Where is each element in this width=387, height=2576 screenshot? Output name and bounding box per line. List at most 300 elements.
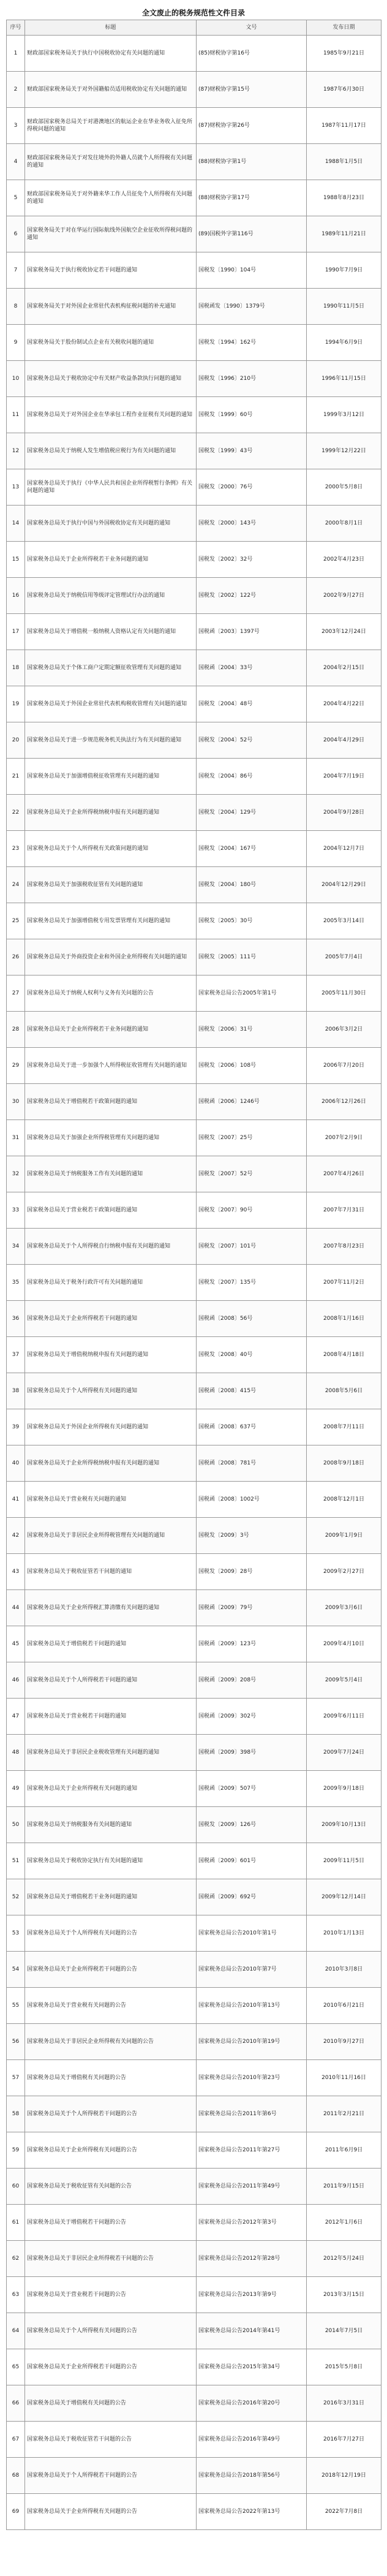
row-number: 28 <box>7 1012 25 1048</box>
table-row <box>7 1915 381 1952</box>
row-number: 29 <box>7 1048 25 1084</box>
row-number: 45 <box>7 1626 25 1662</box>
row-doc-number: 国税发〔1994〕162号 <box>197 325 307 361</box>
row-title: 国家税务总局关于纳税服务有关问题的通知 <box>25 1807 197 1843</box>
row-date: 2009年6月11日 <box>307 1699 381 1735</box>
row-doc-number: (88)财税协字第17号 <box>197 180 307 216</box>
row-doc-number: 国税发〔2008〕40号 <box>197 1337 307 1373</box>
row-date: 2008年12月1日 <box>307 1482 381 1518</box>
table-row <box>7 2096 381 2132</box>
table-row <box>7 144 381 180</box>
row-doc-number: 国税发〔1999〕43号 <box>197 433 307 469</box>
row-title: 国家税务总局关于纳税人发生增值税应税行为有关问题的通知 <box>25 433 197 469</box>
table-row <box>7 289 381 325</box>
table-row <box>7 1699 381 1735</box>
row-title: 国家税务总局关于进一步规范税务机关执法行为有关问题的通知 <box>25 722 197 759</box>
row-date: 2009年2月27日 <box>307 1554 381 1590</box>
row-date: 1987年11月17日 <box>307 108 381 144</box>
row-number: 43 <box>7 1554 25 1590</box>
row-date: 2007年2月9日 <box>307 1120 381 1156</box>
table-row <box>7 1301 381 1337</box>
row-number: 36 <box>7 1301 25 1337</box>
row-number: 47 <box>7 1699 25 1735</box>
row-number: 59 <box>7 2132 25 2169</box>
row-date: 2012年1月6日 <box>307 2205 381 2241</box>
header-title: 标题 <box>25 20 197 36</box>
row-doc-number: 国税发〔2007〕90号 <box>197 1192 307 1229</box>
row-date: 1994年6月9日 <box>307 325 381 361</box>
row-title: 国家税务总局关于执行中国与外国税收协定有关问题的通知 <box>25 506 197 542</box>
table-row <box>7 939 381 975</box>
table-row <box>7 72 381 108</box>
table-row <box>7 2385 381 2422</box>
row-title: 国家税务总局关于企业所得税若干业务问题的通知 <box>25 542 197 578</box>
row-title: 国家税务总局关于营业税有关问题的通知 <box>25 1482 197 1518</box>
row-title: 国家税务总局关于企业所得税纳税申报有关问题的通知 <box>25 795 197 831</box>
row-number: 22 <box>7 795 25 831</box>
row-title: 国家税务总局关于企业所得税有关问题的通知 <box>25 1771 197 1807</box>
row-title: 国家税务总局关于非居民企业所得税管理有关问题的通知 <box>25 1518 197 1554</box>
row-number: 26 <box>7 939 25 975</box>
row-number: 54 <box>7 1952 25 1988</box>
table-row <box>7 108 381 144</box>
row-doc-number: 国税函发〔1990〕1379号 <box>197 289 307 325</box>
row-title: 国家税务总局关于增值税若干问题的公告 <box>25 2205 197 2241</box>
row-doc-number: 国家税务总局公告2013年第9号 <box>197 2277 307 2313</box>
row-number: 16 <box>7 578 25 614</box>
row-number: 30 <box>7 1084 25 1120</box>
row-doc-number: 国税函〔2008〕637号 <box>197 1409 307 1445</box>
row-title: 国家税务总局关于个人所得税有关问题的公告 <box>25 1915 197 1952</box>
row-date: 2004年12月29日 <box>307 867 381 903</box>
row-date: 2007年7月31日 <box>307 1192 381 1229</box>
table-row <box>7 1156 381 1192</box>
row-date: 2016年3月31日 <box>307 2385 381 2422</box>
row-date: 2022年7月8日 <box>307 2494 381 2530</box>
row-title: 国家税务总局关于增值税纳税申报有关问题的通知 <box>25 1337 197 1373</box>
row-date: 2011年9月15日 <box>307 2169 381 2205</box>
table-row <box>7 759 381 795</box>
row-title: 国家税务局关于对外国企业常驻代表机构征税问题的补充通知 <box>25 289 197 325</box>
row-doc-number: 国家税务总局公告2011年第27号 <box>197 2132 307 2169</box>
row-date: 2015年5月8日 <box>307 2349 381 2385</box>
row-doc-number: 国税发〔2009〕3号 <box>197 1518 307 1554</box>
row-date: 2009年11月5日 <box>307 1843 381 1879</box>
table-row <box>7 614 381 650</box>
table-row <box>7 2458 381 2494</box>
row-date: 1985年9月21日 <box>307 36 381 72</box>
row-title: 国家税务总局关于增值税有关问题的公告 <box>25 2385 197 2422</box>
table-row <box>7 1373 381 1409</box>
table-row <box>7 1771 381 1807</box>
row-date: 1989年11月21日 <box>307 216 381 252</box>
row-number: 58 <box>7 2096 25 2132</box>
row-title: 国家税务总局关于个人所得税若干问题的通知 <box>25 1662 197 1699</box>
row-date: 2009年3月6日 <box>307 1590 381 1626</box>
row-doc-number: 国税发〔2009〕126号 <box>197 1807 307 1843</box>
table-row <box>7 397 381 433</box>
row-date: 2010年11月16日 <box>307 2060 381 2096</box>
row-title: 国家税务总局关于加强增值税征收管理有关问题的通知 <box>25 759 197 795</box>
row-date: 2009年7月24日 <box>307 1735 381 1771</box>
row-doc-number: 国家税务总局公告2015年第34号 <box>197 2349 307 2385</box>
row-number: 8 <box>7 289 25 325</box>
row-date: 2008年7月11日 <box>307 1409 381 1445</box>
table-row <box>7 578 381 614</box>
row-number: 25 <box>7 903 25 939</box>
row-doc-number: 国税发〔2004〕180号 <box>197 867 307 903</box>
row-date: 2008年5月6日 <box>307 1373 381 1409</box>
table-row <box>7 903 381 939</box>
row-title: 财政部国家税务局关于对发往境外的外籍人员就个人所得税有关问题的通知 <box>25 144 197 180</box>
row-date: 2012年5月24日 <box>307 2241 381 2277</box>
row-doc-number: 国家税务总局公告2010年第13号 <box>197 1988 307 2024</box>
row-title: 国家税务总局关于外商投资企业和外国企业所得税有关问题的通知 <box>25 939 197 975</box>
row-number: 39 <box>7 1409 25 1445</box>
row-number: 4 <box>7 144 25 180</box>
row-title: 国家税务总局关于营业税有关问题的公告 <box>25 1988 197 2024</box>
table-row <box>7 1048 381 1084</box>
table-row <box>7 542 381 578</box>
row-doc-number: 国家税务总局公告2016年第20号 <box>197 2385 307 2422</box>
row-number: 48 <box>7 1735 25 1771</box>
row-number: 46 <box>7 1662 25 1699</box>
row-doc-number: 国税发〔2007〕25号 <box>197 1120 307 1156</box>
table-row <box>7 1012 381 1048</box>
row-title: 国家税务总局关于加强税收征管有关问题的通知 <box>25 867 197 903</box>
row-doc-number: 国税发〔2007〕101号 <box>197 1229 307 1265</box>
row-number: 57 <box>7 2060 25 2096</box>
row-doc-number: 国税函〔2009〕507号 <box>197 1771 307 1807</box>
row-date: 1987年6月30日 <box>307 72 381 108</box>
row-doc-number: 国税函〔2008〕56号 <box>197 1301 307 1337</box>
row-date: 1988年8月23日 <box>307 180 381 216</box>
repealed-documents-table <box>6 20 381 2530</box>
row-date: 2004年12月7日 <box>307 831 381 867</box>
row-date: 2002年4月23日 <box>307 542 381 578</box>
row-title: 国家税务总局关于外国企业所得税有关问题的通知 <box>25 1409 197 1445</box>
row-title: 国家税务总局关于企业所得税有关问题的公告 <box>25 2494 197 2530</box>
row-title: 国家税务总局关于个体工商户定期定额征收管理有关问题的通知 <box>25 650 197 686</box>
row-doc-number: 国家税务总局公告2016年第49号 <box>197 2422 307 2458</box>
table-row <box>7 433 381 469</box>
row-title: 财政部国家税务局关于对外籍来华工作人员征免个人所得税有关问题的通知 <box>25 180 197 216</box>
row-title: 国家税务总局关于执行《中华人民共和国企业所得税暂行条例》有关问题的通知 <box>25 469 197 506</box>
row-title: 国家税务总局关于对外国企业在华承包工程作业征税有关问题的通知 <box>25 397 197 433</box>
row-date: 1999年12月22日 <box>307 433 381 469</box>
row-number: 49 <box>7 1771 25 1807</box>
table-row <box>7 1445 381 1482</box>
table-row <box>7 1409 381 1445</box>
row-title: 国家税务总局关于企业所得税若干问题的通知 <box>25 1301 197 1337</box>
row-date: 2013年3月15日 <box>307 2277 381 2313</box>
row-number: 55 <box>7 1988 25 2024</box>
row-number: 33 <box>7 1192 25 1229</box>
table-row <box>7 1518 381 1554</box>
table-row <box>7 795 381 831</box>
row-number: 65 <box>7 2349 25 2385</box>
row-number: 40 <box>7 1445 25 1482</box>
table-row <box>7 1192 381 1229</box>
row-date: 1990年7月9日 <box>307 252 381 289</box>
row-date: 2010年3月8日 <box>307 1952 381 1988</box>
row-number: 52 <box>7 1879 25 1915</box>
row-date: 2009年1月9日 <box>307 1518 381 1554</box>
header-date: 发布日期 <box>307 20 381 36</box>
row-doc-number: 国税发〔1999〕60号 <box>197 397 307 433</box>
row-date: 2007年11月2日 <box>307 1265 381 1301</box>
row-title: 国家税务总局关于营业税若干政策问题的通知 <box>25 1192 197 1229</box>
row-doc-number: 国税函〔2006〕1246号 <box>197 1084 307 1120</box>
row-date: 2009年12月14日 <box>307 1879 381 1915</box>
row-title: 国家税务总局关于税收征管若干问题的通知 <box>25 1554 197 1590</box>
table-row <box>7 2024 381 2060</box>
row-number: 3 <box>7 108 25 144</box>
row-number: 7 <box>7 252 25 289</box>
row-doc-number: 国税发〔2009〕28号 <box>197 1554 307 1590</box>
row-date: 2011年2月21日 <box>307 2096 381 2132</box>
row-date: 2005年7月4日 <box>307 939 381 975</box>
row-doc-number: 国家税务总局公告2012年第28号 <box>197 2241 307 2277</box>
row-doc-number: 国税发〔2007〕135号 <box>197 1265 307 1301</box>
row-title: 国家税务总局关于税收协定执行有关问题的通知 <box>25 1843 197 1879</box>
row-date: 1988年1月5日 <box>307 144 381 180</box>
row-title: 国家税务总局关于增值税一般纳税人资格认定有关问题的通知 <box>25 614 197 650</box>
row-title: 国家税务总局关于进一步加强个人所得税征收管理有关问题的通知 <box>25 1048 197 1084</box>
row-title: 国家税务总局关于增值税有关问题的公告 <box>25 2060 197 2096</box>
table-row <box>7 252 381 289</box>
row-number: 62 <box>7 2241 25 2277</box>
table-row <box>7 2169 381 2205</box>
row-doc-number: (87)财税协字第26号 <box>197 108 307 144</box>
row-title: 国家税务总局关于企业所得税若干问题的公告 <box>25 2349 197 2385</box>
row-doc-number: 国税发〔2002〕122号 <box>197 578 307 614</box>
row-number: 35 <box>7 1265 25 1301</box>
row-title: 国家税务总局关于纳税信用等级评定管理试行办法的通知 <box>25 578 197 614</box>
row-number: 21 <box>7 759 25 795</box>
row-number: 41 <box>7 1482 25 1518</box>
row-title: 国家税务总局关于企业所得税若干问题的公告 <box>25 1952 197 1988</box>
table-row <box>7 1952 381 1988</box>
table-row <box>7 2241 381 2277</box>
row-date: 2018年12月19日 <box>307 2458 381 2494</box>
row-doc-number: 国税函〔2009〕123号 <box>197 1626 307 1662</box>
row-doc-number: 国家税务总局公告2010年第1号 <box>197 1915 307 1952</box>
row-number: 12 <box>7 433 25 469</box>
row-title: 国家税务总局关于非居民企业所得税有关问题的公告 <box>25 2024 197 2060</box>
row-date: 2007年8月23日 <box>307 1229 381 1265</box>
row-date: 2004年4月29日 <box>307 722 381 759</box>
row-doc-number: 国税函〔2009〕601号 <box>197 1843 307 1879</box>
row-number: 68 <box>7 2458 25 2494</box>
row-date: 2000年8月1日 <box>307 506 381 542</box>
row-title: 国家税务局关于股份制试点企业有关税收问题的通知 <box>25 325 197 361</box>
row-date: 2000年5月8日 <box>307 469 381 506</box>
table-body <box>7 36 381 2530</box>
row-number: 15 <box>7 542 25 578</box>
table-row <box>7 506 381 542</box>
table-row <box>7 1735 381 1771</box>
row-number: 19 <box>7 686 25 722</box>
table-row <box>7 975 381 1012</box>
table-row <box>7 469 381 506</box>
row-doc-number: 国税发〔2004〕129号 <box>197 795 307 831</box>
row-number: 56 <box>7 2024 25 2060</box>
row-doc-number: 国税发〔2004〕167号 <box>197 831 307 867</box>
row-date: 2005年3月14日 <box>307 903 381 939</box>
row-number: 6 <box>7 216 25 252</box>
table-row <box>7 2277 381 2313</box>
table-row <box>7 2349 381 2385</box>
page-title: 全文废止的税务规范性文件目录 <box>141 9 245 17</box>
row-number: 66 <box>7 2385 25 2422</box>
row-doc-number: 国家税务总局公告2012年第3号 <box>197 2205 307 2241</box>
row-doc-number: (89)国税外字第116号 <box>197 216 307 252</box>
row-title: 国家税务总局关于加强增值税专用发票管理有关问题的通知 <box>25 903 197 939</box>
row-date: 2016年7月27日 <box>307 2422 381 2458</box>
table-row <box>7 2132 381 2169</box>
row-doc-number: 国税函〔2009〕302号 <box>197 1699 307 1735</box>
row-number: 17 <box>7 614 25 650</box>
row-number: 44 <box>7 1590 25 1626</box>
table-row <box>7 2060 381 2096</box>
row-title: 国家税务总局关于税收征管有关问题的公告 <box>25 2169 197 2205</box>
row-number: 2 <box>7 72 25 108</box>
row-title: 财政部国家税务局关于执行中国税收协定有关问题的通知 <box>25 36 197 72</box>
row-number: 64 <box>7 2313 25 2349</box>
row-date: 2004年7月19日 <box>307 759 381 795</box>
row-doc-number: 国家税务总局公告2022年第13号 <box>197 2494 307 2530</box>
table-row <box>7 1554 381 1590</box>
row-date: 2014年7月5日 <box>307 2313 381 2349</box>
row-title: 国家税务局关于执行税收协定若干问题的通知 <box>25 252 197 289</box>
table-row <box>7 2205 381 2241</box>
row-date: 2010年1月13日 <box>307 1915 381 1952</box>
row-doc-number: 国税发〔2004〕86号 <box>197 759 307 795</box>
row-title: 国家税务总局关于增值税若干政策问题的通知 <box>25 1084 197 1120</box>
row-title: 国家税务总局关于纳税服务工作有关问题的通知 <box>25 1156 197 1192</box>
row-number: 69 <box>7 2494 25 2530</box>
row-title: 国家税务总局关于企业所得税纳税申报有关问题的通知 <box>25 1445 197 1482</box>
row-date: 2006年3月2日 <box>307 1012 381 1048</box>
row-date: 2006年12月26日 <box>307 1084 381 1120</box>
row-title: 国家税务总局关于个人所得税有关政策问题的通知 <box>25 831 197 867</box>
row-title: 国家税务总局关于个人所得税自行纳税申报有关问题的通知 <box>25 1229 197 1265</box>
row-doc-number: 国家税务总局公告2005年第1号 <box>197 975 307 1012</box>
row-doc-number: 国家税务总局公告2010年第7号 <box>197 1952 307 1988</box>
table-row <box>7 2422 381 2458</box>
table-row <box>7 722 381 759</box>
row-doc-number: 国税函〔2008〕1002号 <box>197 1482 307 1518</box>
table-row <box>7 361 381 397</box>
row-number: 34 <box>7 1229 25 1265</box>
row-title: 国家税务总局关于企业所得税若干业务问题的通知 <box>25 1012 197 1048</box>
row-doc-number: 国税发〔1990〕104号 <box>197 252 307 289</box>
row-number: 14 <box>7 506 25 542</box>
row-doc-number: 国家税务总局公告2014年第41号 <box>197 2313 307 2349</box>
row-number: 63 <box>7 2277 25 2313</box>
row-number: 60 <box>7 2169 25 2205</box>
row-number: 67 <box>7 2422 25 2458</box>
row-doc-number: 国税发〔2000〕143号 <box>197 506 307 542</box>
table-row <box>7 1265 381 1301</box>
table-row <box>7 1229 381 1265</box>
row-number: 37 <box>7 1337 25 1373</box>
row-doc-number: 国税函〔2003〕1397号 <box>197 614 307 650</box>
row-doc-number: (88)财税协字第1号 <box>197 144 307 180</box>
table-row <box>7 1337 381 1373</box>
row-doc-number: 国税发〔2005〕30号 <box>197 903 307 939</box>
row-date: 2005年11月30日 <box>307 975 381 1012</box>
table-row <box>7 1590 381 1626</box>
row-doc-number: 国税发〔2006〕108号 <box>197 1048 307 1084</box>
row-number: 51 <box>7 1843 25 1879</box>
table-row <box>7 1120 381 1156</box>
row-doc-number: 国税函〔2008〕415号 <box>197 1373 307 1409</box>
table-row <box>7 650 381 686</box>
row-number: 18 <box>7 650 25 686</box>
row-date: 2004年2月15日 <box>307 650 381 686</box>
row-number: 38 <box>7 1373 25 1409</box>
table-row <box>7 1988 381 2024</box>
row-title: 国家税务总局关于加强企业所得税管理有关问题的通知 <box>25 1120 197 1156</box>
row-title: 国家税务总局关于非居民企业所得税若干问题的公告 <box>25 2241 197 2277</box>
row-date: 2004年9月28日 <box>307 795 381 831</box>
row-title: 国家税务总局关于税收征管若干问题的公告 <box>25 2422 197 2458</box>
row-number: 31 <box>7 1120 25 1156</box>
table-row <box>7 216 381 252</box>
row-title: 国家税务总局关于个人所得税有关问题的通知 <box>25 1373 197 1409</box>
table-row <box>7 1879 381 1915</box>
table-row <box>7 867 381 903</box>
row-doc-number: 国税函〔2009〕398号 <box>197 1735 307 1771</box>
row-title: 国家税务总局关于营业税若干问题的公告 <box>25 2277 197 2313</box>
row-date: 1999年3月12日 <box>307 397 381 433</box>
row-doc-number: 国税发〔2006〕31号 <box>197 1012 307 1048</box>
row-date: 2008年4月18日 <box>307 1337 381 1373</box>
table-row <box>7 1482 381 1518</box>
row-doc-number: 国税函〔2009〕208号 <box>197 1662 307 1699</box>
row-date: 2010年6月21日 <box>307 1988 381 2024</box>
row-number: 53 <box>7 1915 25 1952</box>
table-row <box>7 2494 381 2530</box>
row-date: 2011年6月9日 <box>307 2132 381 2169</box>
row-doc-number: 国税发〔2007〕52号 <box>197 1156 307 1192</box>
row-number: 50 <box>7 1807 25 1843</box>
row-doc-number: 国家税务总局公告2010年第23号 <box>197 2060 307 2096</box>
header-doc-number: 文号 <box>197 20 307 36</box>
row-number: 20 <box>7 722 25 759</box>
row-date: 2006年7月20日 <box>307 1048 381 1084</box>
header-no: 序号 <box>7 20 25 36</box>
row-doc-number: 国税发〔2004〕48号 <box>197 686 307 722</box>
row-number: 32 <box>7 1156 25 1192</box>
row-date: 2007年4月26日 <box>307 1156 381 1192</box>
row-title: 国家税务总局关于企业所得税有关问题的公告 <box>25 2132 197 2169</box>
table-row <box>7 1843 381 1879</box>
row-doc-number: 国税发〔2002〕32号 <box>197 542 307 578</box>
row-title: 财政部国家税务总局关于对港澳地区的航运企业在华业务收入征免所得税问题的通知 <box>25 108 197 144</box>
row-doc-number: 国税发〔2004〕52号 <box>197 722 307 759</box>
row-title: 国家税务总局关于税收协定中有关财产收益条款执行问题的通知 <box>25 361 197 397</box>
table-row <box>7 2313 381 2349</box>
table-row <box>7 831 381 867</box>
table-row <box>7 1626 381 1662</box>
row-date: 2002年9月27日 <box>307 578 381 614</box>
row-date: 2009年10月13日 <box>307 1807 381 1843</box>
row-doc-number: 国家税务总局公告2011年第49号 <box>197 2169 307 2205</box>
row-number: 42 <box>7 1518 25 1554</box>
